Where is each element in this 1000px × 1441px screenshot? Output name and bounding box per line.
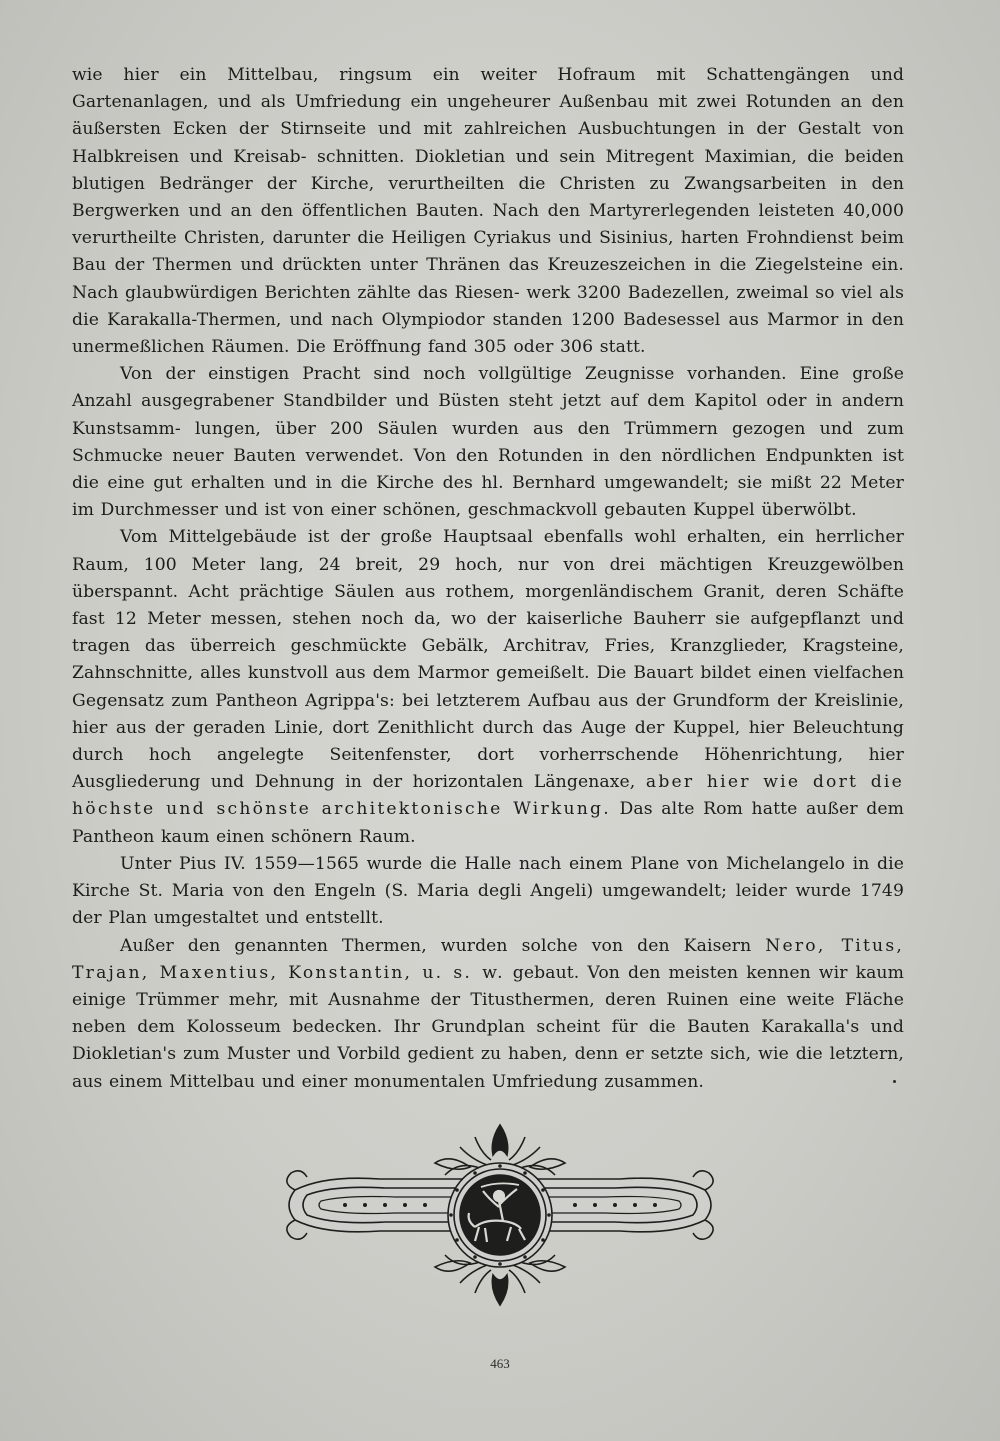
paragraph-5-spaced-emphasis: Nero, Titus, Trajan, Maxentius, Konstantin, u. s. w. bbox=[72, 935, 905, 983]
paragraph-5-text-before: Außer den genannten Thermen, wurden solche von den Kaisern bbox=[120, 935, 766, 956]
paragraph-5 bbox=[72, 933, 904, 1096]
paragraph-5-text-after: gebaut. Von den meisten kennen wir kaum einige Trümmer mehr, mit Ausnahme der Titusthermen, deren Ruinen eine weite Fläche neben dem Kolosseum bedecken. Ihr Grundplan scheint für die Bauten Karakalla's und Diokletian's zum Muster und Vorbild gedient zu haben, denn er setzte sich, wie die letztern, aus einem Mittelbau und einer monumentalen Umfriedung zusammen. bbox=[72, 962, 904, 1092]
paragraph-2-text: Von der einstigen Pracht sind noch vollgültige Zeugnisse vorhanden. Eine große Anzahl ausgegrabener Standbilder und Büsten steht jetzt auf dem Kapitol oder in andern Kunstsamm- lungen, über 200 Säulen wurden aus den Trümmern gezogen und zum Schmucke neuer Bauten verwendet. Von den Rotunden in den nördlichen Endpunkten ist die eine gut erhalten und in die Kirche des hl. Bernhard umgewandelt; sie mißt 22 Meter im Durchmesser und ist von einer schönen, geschmackvoll gebauten Kuppel überwölbt. bbox=[72, 364, 904, 521]
centaur-vignette-icon bbox=[285, 1115, 715, 1315]
paragraph-4-text: Unter Pius IV. 1559—1565 wurde die Halle nach einem Plane von Michelangelo in die Kirche St. Maria von den Engeln (S. Maria degli Angeli) umgewandelt; leider wurde 1749 der Plan umgestaltet und entstellt. bbox=[72, 853, 904, 929]
paragraph-1 bbox=[72, 62, 904, 361]
paragraph-3-text-after: Das alte Rom hatte außer dem Pantheon kaum einen schönern Raum. bbox=[72, 799, 904, 847]
paragraph-3-text-before: Vom Mittelgebäude ist der große Hauptsaal ebenfalls wohl erhalten, ein herrlicher Raum, 100 Meter lang, 24 breit, 29 hoch, nur von drei mächtigen Kreuzgewölben überspannt. Acht prächtige Säulen aus rothem, morgenländischem Granit, deren Schäfte fast 12 Meter messen, stehen noch da, wo der kaiserliche Bauherr sie aufgepflanzt und tragen das überreich geschmückte Gebälk, Architrav, Fries, Kranzglieder, Kragsteine, Zahnschnitte, alles kunstvoll aus dem Marmor gemeißelt. Die Bauart bildet einen vielfachen Gegensatz zum Pantheon Agrippa's: bei letzterem Aufbau aus der Grundform der Kreislinie, hier aus der geraden Linie, dort Zenithlicht durch das Auge der Kuppel, hier Beleuchtung durch hoch angelegte Seitenfenster, dort vorherrschende Höhenrichtung, hier Ausgliederung und Dehnung in der horizontalen Längenaxe, bbox=[72, 527, 904, 793]
paragraph-3 bbox=[72, 524, 904, 850]
page-number: 463 bbox=[490, 1356, 510, 1371]
paragraph-1-text: wie hier ein Mittelbau, ringsum ein weiter Hofraum mit Schattengängen und Gartenanlagen, und als Umfriedung ein ungeheurer Außenbau mit zwei Rotunden an den äußersten Ecken der Stirnseite und mit zahlreichen Ausbuchtungen in der Gestalt von Halbkreisen und Kreisab- schnitten. Diokletian und sein Mitregent Maximian, die beiden blutigen Bedränger der Kirche, verurtheilten die Christen zu Zwangsarbeiten in den Bergwerken und an den öffentlichen Bauten. Nach den Martyrerlegenden leisteten 40,000 verurtheilte Christen, darunter die Heiligen Cyriakus und Sisinius, harten Frohndienst beim Bau der Thermen und drückten unter Thränen das Kreuzeszeichen in die Ziegelsteine ein. Nach glaubwürdigen Berichten zählte das Riesen- werk 3200 Badezellen, zweimal so viel als die Karakalla-Thermen, und nach Olympiodor standen 1200 Badesessel aus Marmor in den unermeßlichen Räumen. Die Eröffnung fand 305 oder 306 statt. bbox=[72, 65, 904, 358]
paragraph-3-spaced-emphasis: aber hier wie dort die höchste und schönste architektonische Wirkung. bbox=[72, 772, 904, 820]
body-text bbox=[72, 62, 904, 1096]
paragraph-4 bbox=[72, 851, 904, 933]
paragraph-2 bbox=[72, 361, 904, 524]
ink-speck bbox=[893, 1080, 896, 1083]
